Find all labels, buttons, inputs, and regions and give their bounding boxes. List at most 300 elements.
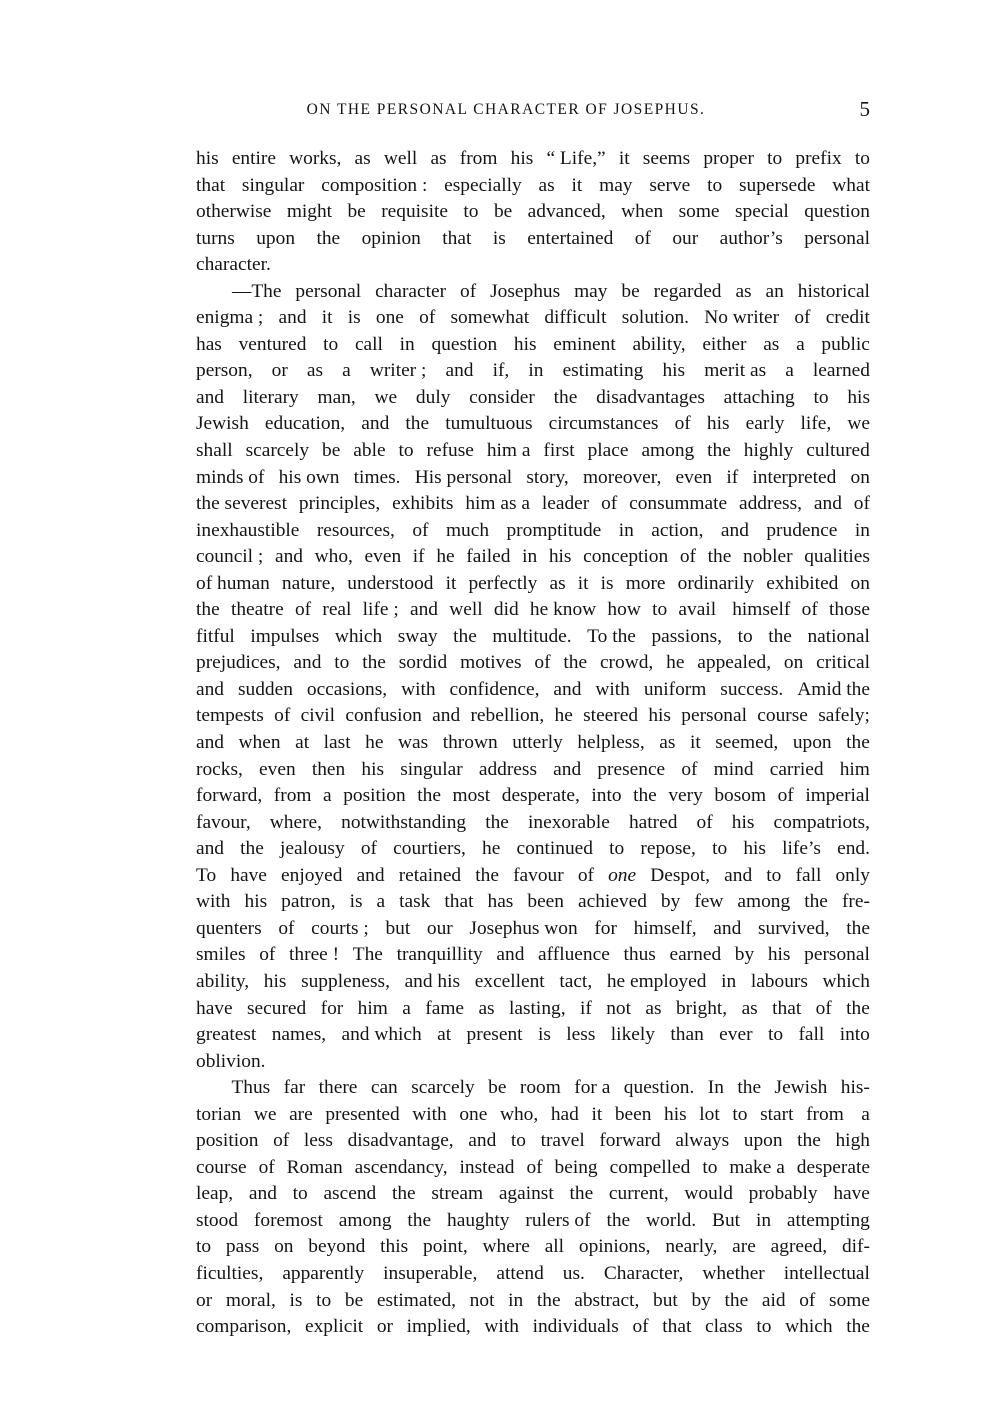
text-line xyxy=(196,465,870,492)
word: and xyxy=(274,546,303,568)
word: apparently xyxy=(282,1262,365,1284)
word: fall xyxy=(798,1024,825,1046)
word: helpless, xyxy=(577,732,645,754)
word: it xyxy=(689,732,701,754)
word: exhibited xyxy=(766,572,839,594)
word: individuals xyxy=(532,1316,619,1338)
text-line xyxy=(196,544,870,571)
text-line xyxy=(196,518,870,545)
word: of xyxy=(577,864,594,886)
word: ascendancy, xyxy=(354,1156,448,1178)
word: are xyxy=(732,1236,756,1258)
word: that xyxy=(772,997,802,1019)
word: it xyxy=(591,1103,603,1125)
text-line xyxy=(196,199,870,226)
word: and xyxy=(496,944,525,966)
word: in xyxy=(528,360,544,382)
word: resources, xyxy=(316,519,395,541)
word: to xyxy=(702,1156,718,1178)
word: an xyxy=(765,280,784,302)
word: to xyxy=(756,1316,772,1338)
word: a xyxy=(342,360,351,382)
text-line xyxy=(196,146,870,173)
word: for xyxy=(320,997,344,1019)
word: His personal xyxy=(414,466,513,488)
word: to xyxy=(316,1289,332,1311)
word: stood xyxy=(196,1209,239,1231)
word: those xyxy=(829,599,870,621)
word: able xyxy=(353,440,386,462)
word: would xyxy=(684,1183,733,1205)
word: smiles xyxy=(196,944,246,966)
word: as xyxy=(659,732,676,754)
word: of xyxy=(632,1316,649,1338)
word: Thus xyxy=(231,1077,271,1099)
word: which xyxy=(785,1316,833,1338)
word: on xyxy=(274,1236,294,1258)
word: the xyxy=(724,1289,749,1311)
word: and xyxy=(356,864,385,886)
word: his xyxy=(263,970,287,992)
word: with xyxy=(484,1316,519,1338)
word: steered xyxy=(583,705,639,727)
word: is xyxy=(347,307,361,329)
word: for a xyxy=(574,1077,611,1099)
word: Amid the xyxy=(797,678,870,700)
word: supersede xyxy=(739,174,816,196)
word: when xyxy=(238,732,281,754)
word: crowd, xyxy=(599,652,654,674)
word: he xyxy=(436,546,455,568)
word: been xyxy=(527,891,564,913)
word: favour, xyxy=(196,811,251,833)
word: of xyxy=(526,1156,543,1178)
word: comparison, xyxy=(196,1316,292,1338)
word: learned xyxy=(812,360,870,382)
word: to xyxy=(712,838,728,860)
word: enigma ; xyxy=(196,307,264,329)
word: circumstances xyxy=(548,413,659,435)
word: all xyxy=(544,1236,565,1258)
word: among xyxy=(737,891,791,913)
word: and xyxy=(248,1183,277,1205)
word: perfectly xyxy=(468,572,538,594)
word: the xyxy=(485,811,509,833)
word: to xyxy=(323,333,339,355)
word: the xyxy=(797,1130,821,1152)
word: estimated, xyxy=(376,1289,457,1311)
word: nature, xyxy=(281,572,336,594)
word: tempests xyxy=(196,705,264,727)
word: insuperable, xyxy=(383,1262,478,1284)
word: him as a xyxy=(465,493,530,515)
word: a xyxy=(402,997,411,1019)
word: whether xyxy=(702,1262,765,1284)
word: and xyxy=(361,413,390,435)
word: scarcely xyxy=(411,1077,475,1099)
word: well xyxy=(383,148,418,169)
word: Jewish xyxy=(774,1077,828,1099)
word: from xyxy=(806,1103,844,1125)
word: understood xyxy=(347,572,434,594)
word: courts ; xyxy=(311,917,369,939)
text-line xyxy=(196,1208,870,1235)
word: most xyxy=(452,785,491,807)
word: among xyxy=(641,440,695,462)
word: labours xyxy=(750,970,808,992)
word: compatriots, xyxy=(773,811,870,833)
word: as xyxy=(538,174,555,196)
word: favour xyxy=(513,864,564,886)
word: be xyxy=(322,440,341,462)
word: fitful xyxy=(196,625,235,647)
word: it xyxy=(618,148,630,169)
word: him xyxy=(357,997,388,1019)
word: much xyxy=(445,519,490,541)
word: cultured xyxy=(806,440,870,462)
word: the xyxy=(316,227,341,249)
word: was xyxy=(398,732,429,754)
word: if xyxy=(579,997,592,1019)
word: might xyxy=(286,201,333,223)
word: lot xyxy=(699,1103,720,1125)
word: tact, xyxy=(559,970,593,992)
word: instead xyxy=(459,1156,515,1178)
word: he xyxy=(482,838,501,860)
word: council ; xyxy=(196,546,264,568)
word: nobler xyxy=(743,546,793,568)
word: consider xyxy=(469,386,535,408)
word: his xyxy=(743,838,766,860)
word: Jewish xyxy=(196,413,249,435)
word: us. xyxy=(562,1262,585,1284)
word: either xyxy=(702,333,747,355)
word: survived, xyxy=(757,917,830,939)
word: that xyxy=(442,227,472,249)
word: hatred xyxy=(628,811,678,833)
word: but xyxy=(653,1289,678,1311)
word: him a xyxy=(486,440,531,462)
word: to xyxy=(196,1236,212,1258)
word: theatre xyxy=(230,599,284,621)
text-line xyxy=(196,1234,870,1261)
word: the xyxy=(707,440,731,462)
word: dif- xyxy=(841,1236,870,1258)
word: passions, xyxy=(651,625,723,647)
word: attempting xyxy=(786,1209,870,1231)
word: prudence xyxy=(766,519,838,541)
word: it xyxy=(577,572,589,594)
word: it xyxy=(445,572,457,594)
word: probably xyxy=(748,1183,818,1205)
word: have xyxy=(833,1183,870,1205)
word: excellent xyxy=(474,970,545,992)
word: he xyxy=(666,652,685,674)
word: utterly xyxy=(512,732,563,754)
word: agreed, xyxy=(770,1236,828,1258)
word: The xyxy=(352,944,383,966)
word: from xyxy=(273,785,312,807)
word: his xyxy=(510,148,534,169)
word: as xyxy=(763,333,780,355)
word: conception xyxy=(583,546,669,568)
word: one xyxy=(375,307,404,329)
word: the xyxy=(391,1183,416,1205)
word: even xyxy=(364,546,402,568)
word: early xyxy=(745,413,785,435)
word: of xyxy=(273,1130,290,1152)
word: notwithstanding xyxy=(341,811,467,833)
word: at xyxy=(295,732,310,754)
word: and xyxy=(468,1130,497,1152)
word: tranquillity xyxy=(396,944,483,966)
text-line xyxy=(196,385,870,412)
word: success. xyxy=(720,678,784,700)
word: in xyxy=(721,970,737,992)
word: he xyxy=(554,705,573,727)
word: safely; xyxy=(818,705,870,727)
word: and xyxy=(445,360,474,382)
word: advanced, xyxy=(527,201,606,223)
word: three ! xyxy=(289,944,340,966)
word: prefix xyxy=(795,148,842,169)
word: fre- xyxy=(841,891,870,913)
word: difficult xyxy=(544,307,607,329)
word: and xyxy=(278,307,307,329)
word: it xyxy=(321,307,333,329)
word: Despot, xyxy=(650,864,711,886)
word: only xyxy=(835,864,870,886)
word: entire xyxy=(231,148,276,169)
word: singular xyxy=(400,758,463,780)
word: in xyxy=(522,546,538,568)
word: leap, xyxy=(196,1183,234,1205)
word: very xyxy=(668,785,703,807)
word: the xyxy=(569,1183,594,1205)
word: world. xyxy=(646,1209,697,1231)
word: of xyxy=(681,758,698,780)
word: fame xyxy=(425,997,465,1019)
word: ascend xyxy=(323,1183,377,1205)
word: of xyxy=(634,227,651,249)
word: travel xyxy=(540,1130,585,1152)
word: likely xyxy=(610,1024,655,1046)
word: the xyxy=(475,864,499,886)
paragraph xyxy=(196,146,870,279)
word: course xyxy=(196,1156,247,1178)
word: lasting, xyxy=(509,997,566,1019)
text-line xyxy=(196,810,870,837)
word: at xyxy=(437,1024,452,1046)
word: No writer xyxy=(704,307,780,329)
text-line xyxy=(196,703,870,730)
word: life, xyxy=(800,413,832,435)
word: but xyxy=(385,917,411,939)
word: well xyxy=(449,599,483,621)
word: otherwise xyxy=(196,201,272,223)
word: abstract, xyxy=(574,1289,640,1311)
word: personal xyxy=(804,944,870,966)
word: to xyxy=(652,599,668,621)
word: first xyxy=(543,440,575,462)
word: had xyxy=(550,1103,579,1125)
word: is xyxy=(289,1289,303,1311)
word: which xyxy=(822,970,870,992)
word: aid xyxy=(761,1289,786,1311)
word: of xyxy=(274,705,291,727)
word: and xyxy=(196,386,224,408)
word: of xyxy=(360,838,377,860)
word: with xyxy=(595,678,630,700)
word: did xyxy=(493,599,519,621)
word: as xyxy=(306,360,324,382)
word: personal xyxy=(804,227,870,249)
word: to xyxy=(334,652,350,674)
text-line: oblivion. xyxy=(196,1050,266,1072)
word: the severest xyxy=(196,493,287,515)
word: his xyxy=(706,413,730,435)
word: refuse xyxy=(426,440,474,462)
word: be xyxy=(621,280,640,302)
word: inexhaustible xyxy=(196,519,300,541)
text-line xyxy=(196,996,870,1023)
word: there xyxy=(318,1077,358,1099)
word: thrown xyxy=(442,732,498,754)
word: life ; xyxy=(362,599,399,621)
word: and xyxy=(196,838,224,860)
word: of xyxy=(259,944,276,966)
word: on xyxy=(783,652,804,674)
word: “ Life,” xyxy=(546,148,606,169)
word: life’s xyxy=(782,838,821,860)
word: quenters xyxy=(196,917,262,939)
word: the xyxy=(606,1209,631,1231)
word: himself xyxy=(727,599,791,621)
word: scarcely xyxy=(245,440,310,462)
word: than xyxy=(670,1024,704,1046)
word: to xyxy=(609,838,625,860)
word: and xyxy=(432,705,461,727)
word: foremost xyxy=(253,1209,323,1231)
word: and xyxy=(813,493,842,515)
word: requisite xyxy=(381,201,448,223)
word: entertained xyxy=(527,227,614,249)
word: duly xyxy=(415,386,451,408)
word: composition : xyxy=(321,174,428,196)
word: impulses xyxy=(250,625,320,647)
word: turns xyxy=(196,227,235,249)
word: the xyxy=(846,997,870,1019)
word: solution. xyxy=(621,307,690,329)
word: who, xyxy=(314,546,353,568)
word: as xyxy=(741,997,758,1019)
word: of xyxy=(258,1156,275,1178)
word: far xyxy=(283,1077,306,1099)
word: national xyxy=(807,625,870,647)
word: of xyxy=(679,546,697,568)
word: of xyxy=(534,652,551,674)
word: rulers of xyxy=(525,1209,591,1231)
word: attaching xyxy=(723,386,795,408)
text-line xyxy=(196,889,870,916)
word: present xyxy=(466,1024,523,1046)
word: on xyxy=(850,572,870,594)
word: principles, xyxy=(298,493,381,515)
word: or xyxy=(196,1289,213,1311)
word: upon xyxy=(256,227,296,249)
word: and xyxy=(196,732,224,754)
word: his xyxy=(731,811,755,833)
word: presence xyxy=(597,758,666,780)
word: failed xyxy=(466,546,511,568)
word: carried xyxy=(769,758,824,780)
word: by xyxy=(691,1289,711,1311)
word: one xyxy=(459,1103,488,1125)
word: with xyxy=(412,1103,447,1125)
word: haughty xyxy=(447,1209,510,1231)
word: that xyxy=(662,1316,692,1338)
word: how xyxy=(607,599,641,621)
word: education, xyxy=(264,413,346,435)
word: ficulties, xyxy=(196,1262,264,1284)
text-line xyxy=(196,1314,870,1341)
word: action, xyxy=(651,519,704,541)
word: what xyxy=(832,174,870,196)
word: his xyxy=(513,333,537,355)
word: may xyxy=(574,280,608,302)
word: personal xyxy=(295,280,362,302)
word: as xyxy=(354,148,371,169)
word: the xyxy=(737,1077,762,1099)
paragraph xyxy=(196,1075,870,1340)
word: literary xyxy=(242,386,299,408)
word: against xyxy=(498,1183,554,1205)
word: one xyxy=(608,864,637,886)
word: To xyxy=(196,864,217,886)
text-line xyxy=(196,411,870,438)
word: current, xyxy=(608,1183,669,1205)
word: when xyxy=(621,201,664,223)
word: historical xyxy=(797,280,870,302)
word: the xyxy=(804,891,828,913)
word: ever xyxy=(719,1024,753,1046)
word: serve xyxy=(649,174,691,196)
word: the xyxy=(846,917,870,939)
word: and xyxy=(410,599,438,621)
word: or xyxy=(271,360,288,382)
word: promptitude xyxy=(506,519,602,541)
word: inexorable xyxy=(528,811,610,833)
running-head-title: ON THE PERSONAL CHARACTER OF JOSEPHUS. xyxy=(306,101,706,118)
text-line xyxy=(196,1075,870,1102)
word: ventured xyxy=(238,333,307,355)
word: if xyxy=(726,466,739,488)
text-line xyxy=(196,571,870,598)
text-line xyxy=(196,1181,870,1208)
word: estimating xyxy=(562,360,644,382)
word: some xyxy=(678,201,720,223)
word: as xyxy=(549,572,566,594)
word: moral, xyxy=(225,1289,276,1311)
word: are xyxy=(289,1103,313,1125)
word: the xyxy=(240,838,264,860)
word: end. xyxy=(837,838,870,860)
text-line xyxy=(196,1288,870,1315)
word: to xyxy=(732,1103,748,1125)
word: intellectual xyxy=(783,1262,870,1284)
word: minds of xyxy=(196,466,265,488)
word: and which xyxy=(341,1024,422,1046)
